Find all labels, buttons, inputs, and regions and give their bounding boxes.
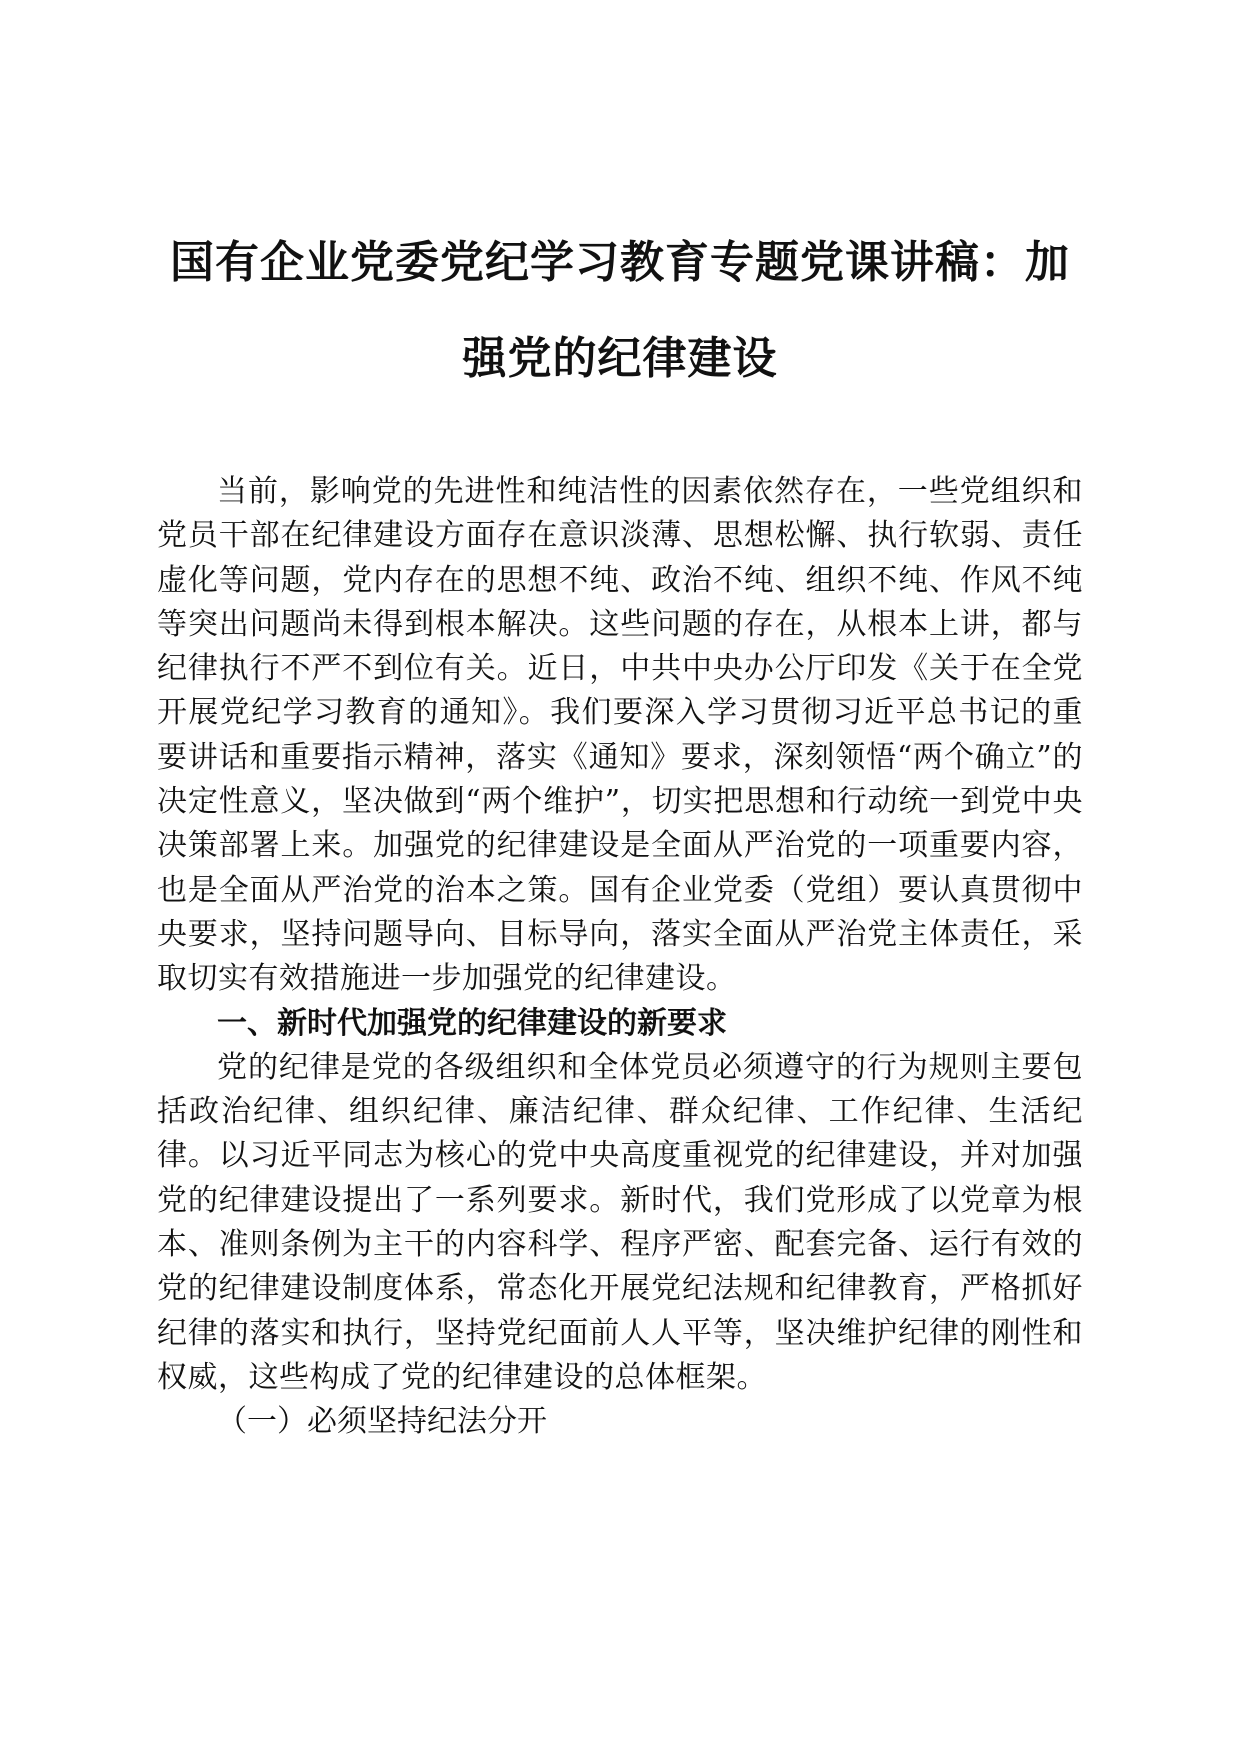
document-body bbox=[157, 470, 1083, 1445]
document-title: 国有企业党委党纪学习教育专题党课讲稿：加强党的纪律建设 bbox=[170, 237, 1070, 384]
paragraph-intro: 当前，影响党的先进性和纯洁性的因素依然存在，一些党组织和党员干部在纪律建设方面存在意识淡薄、思想松懈、执行软弱、责任虚化等问题，党内存在的思想不纯、政治不纯、组织不纯、作风不纯等突出问题尚未得到根本解决。这些问题的存在，从根本上讲，都与纪律执行不严不到位有关。近日，中共中央办公厅印发《关于在全党开展党纪学习教育的通知》。我们要深入学习贯彻习近平总书记的重要讲话和重要指示精神，落实《通知》要求，深刻领悟“两个确立”的决定性意义，坚决做到“两个维护”，切实把思想和行动统一到党中央决策部署上来。加强党的纪律建设是全面从严治党的一项重要内容，也是全面从严治党的治本之策。国有企业党委（党组）要认真贯彻中央要求，坚持问题导向、目标导向，落实全面从严治党主体责任，采取切实有效措施进一步加强党的纪律建设。 bbox=[157, 474, 1083, 997]
section-heading-1: 一、新时代加强党的纪律建设的新要求 bbox=[217, 1005, 727, 1041]
subsection-heading-1: （一）必须坚持纪法分开 bbox=[217, 1404, 547, 1440]
paragraph-section-1: 党的纪律是党的各级组织和全体党员必须遵守的行为规则主要包括政治纪律、组织纪律、廉洁纪律、群众纪律、工作纪律、生活纪律。以习近平同志为核心的党中央高度重视党的纪律建设，并对加强党的纪律建设提出了一系列要求。新时代，我们党形成了以党章为根本、准则条例为主干的内容科学、程序严密、配套完备、运行有效的党的纪律建设制度体系，常态化开展党纪法规和纪律教育，严格抓好纪律的落实和执行，坚持党纪面前人人平等，坚决维护纪律的刚性和权威，这些构成了党的纪律建设的总体框架。 bbox=[157, 1049, 1083, 1395]
